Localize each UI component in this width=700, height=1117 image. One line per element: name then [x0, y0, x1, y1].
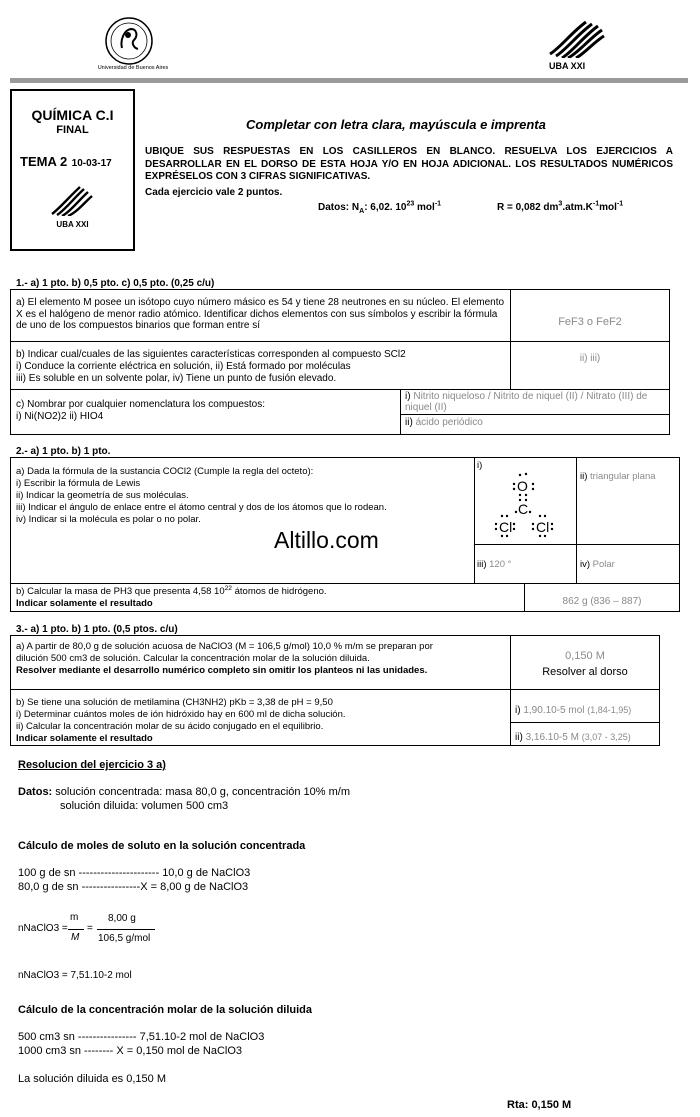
avogadro-exp: 23	[406, 200, 415, 208]
course-title: QUÍMICA C.I	[31, 107, 114, 123]
q2-col-ii	[576, 457, 577, 583]
q3-b-ii-range: (3,07 - 3,25)	[581, 732, 631, 742]
q1-c-line1: c) Nombrar por cualquier nomenclatura los compuestos:	[16, 399, 265, 410]
q1-c-i-answer: Nitrito niqueloso / Nitrito de niquel (II) / Nitrato (III) de niquel (II)	[405, 391, 648, 413]
formula-den-2: 106,5 g/mol	[98, 933, 151, 944]
q1-a-answer	[510, 316, 670, 328]
formula-equals: =	[87, 923, 93, 934]
uba-xxi-small-label: UBA XXI	[56, 220, 89, 229]
q3-a-answer2: Resolver al dorso	[542, 666, 628, 678]
q3-b-split	[510, 722, 660, 723]
solution-line-2: 80,0 g de sn ----------------X = 8,00 g de NaClO3	[18, 881, 249, 893]
lewis-c: C	[518, 501, 529, 517]
q2-col-i	[474, 457, 475, 583]
q3-b-line1: b) Se tiene una solución de metilamina (CH3NH2) pKb = 3,38 de pH = 9,50	[16, 697, 333, 708]
exam-type: FINAL	[56, 124, 89, 136]
formula-frac-bar-1	[68, 929, 84, 930]
q1-divider-ab	[10, 341, 670, 342]
solution-datos-text: solución concentrada: masa 80,0 g, concentración 10% m/m	[52, 786, 351, 798]
q1-col-c	[400, 389, 401, 435]
q3-b-i-answer: 1,90.10-5 mol	[523, 705, 585, 716]
q1-b-line2: i) Conduce la corriente eléctrica en solución, ii) Está formado por moléculas	[16, 361, 351, 372]
q1-c-line2: i) Ni(NO2)2 ii) HIO4	[16, 411, 104, 422]
q1-a-text: a) El elemento M posee un isótopo cuyo número másico es 54 y tiene 28 neutrones en su núcleo. El elemento X es el halógeno de menor radio atómico. Identificar dichos elementos con sus símbolos y escribir la fórmula de uno de los compuestos binarios que forman entre sí	[16, 297, 505, 331]
q2-cell-iii-label: iii)	[477, 559, 487, 570]
formula-frac-bar-2	[97, 929, 155, 930]
q2-a-line2: i) Escribir la fórmula de Lewis	[16, 478, 141, 489]
solution-datos-label: Datos:	[18, 786, 53, 798]
uba-seal-icon	[104, 16, 154, 66]
instructions-heading: Completar con letra clara, mayúscula e imprenta	[246, 117, 546, 132]
tema-line	[20, 153, 112, 171]
header-rule	[10, 78, 688, 83]
q2-cell-iv-answer: Polar	[592, 559, 615, 570]
uba-xxi-small-logo-icon	[50, 184, 94, 216]
q1-b-answer: ii) iii)	[579, 353, 601, 364]
q2-cell-i-label: i)	[477, 460, 483, 471]
avogadro-unit: mol	[414, 202, 435, 213]
q3-a-line2: dilución 500 cm3 de solución. Calcular la concentración molar de la solución diluida.	[16, 653, 370, 664]
q1-a-answer-text: FeF3 o FeF2	[558, 316, 622, 328]
lewis-structure	[490, 470, 562, 540]
q1-c-ii-label: ii)	[405, 417, 413, 428]
q2-row-b	[10, 583, 680, 584]
datos-label: Datos: N	[318, 202, 360, 213]
q1-b-line1: b) Indicar cual/cuales de las siguientes características corresponden al compuesto SCl2	[16, 349, 406, 360]
lewis-cl-right: Cl	[536, 519, 550, 535]
q3-b-i	[515, 704, 631, 717]
solution-answer: Rta: 0,150 M	[507, 1099, 572, 1111]
q3-b-line3: ii) Calcular la concentración molar de su ácido conjugado en el equilibrio.	[16, 721, 324, 732]
avogadro-value: : 6,02. 10	[364, 202, 407, 213]
q1-col-ab	[510, 289, 511, 389]
r-unit: .atm.K	[562, 202, 593, 213]
q1-c-ii-answer: ácido periódico	[415, 417, 483, 428]
q2-b-exp: 22	[224, 584, 232, 592]
r-value: R = 0,082 dm	[497, 202, 559, 213]
q2-header: 2.- a) 1 pto. b) 1 pto.	[16, 446, 111, 457]
q2-b-text-end: átomos de hidrógeno.	[232, 586, 327, 597]
title-box	[10, 89, 135, 251]
gas-constant-line	[497, 202, 623, 214]
q2-b-line2: Indicar solamente el resultado	[16, 598, 153, 609]
q2-a-line5: iv) Indicar si la molécula es polar o no polar.	[16, 514, 201, 525]
solution-title: Resolucion del ejercicio 3 a)	[18, 759, 166, 771]
r-end-exp: -1	[616, 200, 624, 208]
q3-b-line2: i) Determinar cuántos moles de ión hidróxido hay en 600 ml de dicha solución.	[16, 709, 346, 720]
q2-a-line1: a) Dada la fórmula de la sustancia COCl2 (Cumple la regla del octeto):	[16, 466, 314, 477]
formula-den-1: M	[71, 932, 80, 943]
q2-a-line4: iii) Indicar el ángulo de enlace entre el átomo central y dos de los átomos que lo rodean.	[16, 502, 387, 513]
university-name: Universidad de Buenos Aires	[97, 65, 169, 71]
uba-xxi-logo-icon	[546, 18, 606, 58]
datos-sub: A	[359, 208, 365, 215]
exam-date: 10-03-17	[71, 158, 112, 169]
q1-divider-bc	[10, 389, 670, 390]
lewis-cl-left: Cl	[499, 519, 513, 535]
q2-row-mid	[474, 544, 680, 545]
r-exp: 3	[558, 200, 563, 208]
instructions-body: UBIQUE SUS RESPUESTAS EN LOS CASILLEROS EN BLANCO. RESUELVA LOS EJERCICIOS A DESARROLLAR EN EL DORSO DE ESTA HOJA Y/O EN HOJA ADICIONAL. LOS RESULTADOS NUMÉRICOS EXPRÉSELOS CON 3 CIFRAS SIGNIFICATIVAS.	[145, 146, 673, 182]
uba-xxi-label: UBA XXI	[549, 61, 586, 71]
q3-a-answer: 0,150 M	[565, 650, 605, 662]
formula-result: nNaClO3 = 7,51.10-2 mol	[18, 970, 132, 981]
solution-heading-2: Cálculo de la concentración molar de la solución diluida	[18, 1004, 313, 1016]
q1-header: 1.- a) 1 pto. b) 0,5 pto. c) 0,5 pto. (0,25 c/u)	[16, 278, 215, 289]
q1-c-split	[400, 414, 670, 415]
solution-line-4: 1000 cm3 sn -------- X = 0,150 mol de NaClO3	[18, 1045, 243, 1057]
q3-b-i-label: i)	[515, 705, 521, 716]
r-unit-exp: -1	[592, 200, 600, 208]
datos-line	[318, 202, 441, 214]
formula-lhs: nNaClO3 =	[18, 923, 68, 934]
mole-formula	[18, 910, 198, 950]
solution-line-3: 500 cm3 sn ---------------- 7,51.10-2 mol de NaClO3	[18, 1031, 265, 1043]
q2-b-line1	[16, 586, 327, 597]
uba-xxi-logo	[546, 18, 606, 58]
lewis-o: O	[517, 478, 528, 494]
points-note: Cada ejercicio vale 2 puntos.	[145, 187, 283, 198]
q2-cell-ii-label: ii)	[580, 471, 588, 482]
avogadro-unit-exp: -1	[434, 200, 442, 208]
q3-b-line4: Indicar solamente el resultado	[16, 733, 153, 744]
q2-cell-iii-answer: 120 °	[489, 559, 512, 570]
solution-line-1: 100 g de sn ---------------------- 10,0 g de NaClO3	[18, 867, 251, 879]
q3-b-ii-answer: 3,16.10-5 M	[525, 732, 579, 743]
tema-label: TEMA 2	[20, 154, 68, 169]
q2-b-text: b) Calcular la masa de PH3 que presenta 4,58 10	[16, 586, 225, 597]
q2-a-line3: ii) Indicar la geometría de sus moléculas.	[16, 490, 189, 501]
uba-seal	[104, 16, 154, 66]
solution-conclusion: La solución diluida es 0,150 M	[18, 1073, 166, 1085]
q2-cell-ii-answer: triangular plana	[590, 471, 656, 482]
q1-c-i-label: i)	[405, 391, 411, 402]
q2-cell-iii	[477, 559, 511, 570]
solution-heading-1: Cálculo de moles de soluto en la solución concentrada	[18, 840, 306, 852]
q3-b-i-range: (1,84-1,95)	[587, 705, 632, 715]
q3-a-line3: Resolver mediante el desarrollo numérico completo sin omitir los planteos ni las unidades.	[16, 665, 428, 676]
formula-num-1: m	[70, 912, 79, 923]
solution-datos-line2: solución diluida: volumen 500 cm3	[60, 800, 229, 812]
q2-cell-iv	[580, 559, 615, 570]
q3-row-ab	[10, 689, 660, 690]
formula-num-2: 8,00 g	[108, 913, 136, 924]
q2-cell-iv-label: iv)	[580, 559, 591, 570]
solution-datos-line1	[18, 786, 350, 799]
q3-header: 3.- a) 1 pto. b) 1 pto. (0,5 ptos. c/u)	[16, 624, 178, 635]
q1-c-i	[405, 391, 665, 413]
q3-b-ii	[515, 731, 631, 744]
q2-b-answer: 862 g (836 – 887)	[562, 596, 642, 607]
q1-c-ii	[405, 417, 483, 429]
q2-cell-ii	[580, 471, 656, 482]
q1-b-line3: iii) Es soluble en un solvente polar, iv) Tiene un punto de fusión elevado.	[16, 373, 337, 384]
q3-b-ii-label: ii)	[515, 732, 523, 743]
watermark: Altillo.com	[274, 527, 379, 553]
q3-a-line1: a) A partir de 80,0 g de solución acuosa de NaClO3 (M = 106,5 g/mol) 10,0 % m/m se preparan por	[16, 641, 433, 652]
r-end: mol	[599, 202, 617, 213]
